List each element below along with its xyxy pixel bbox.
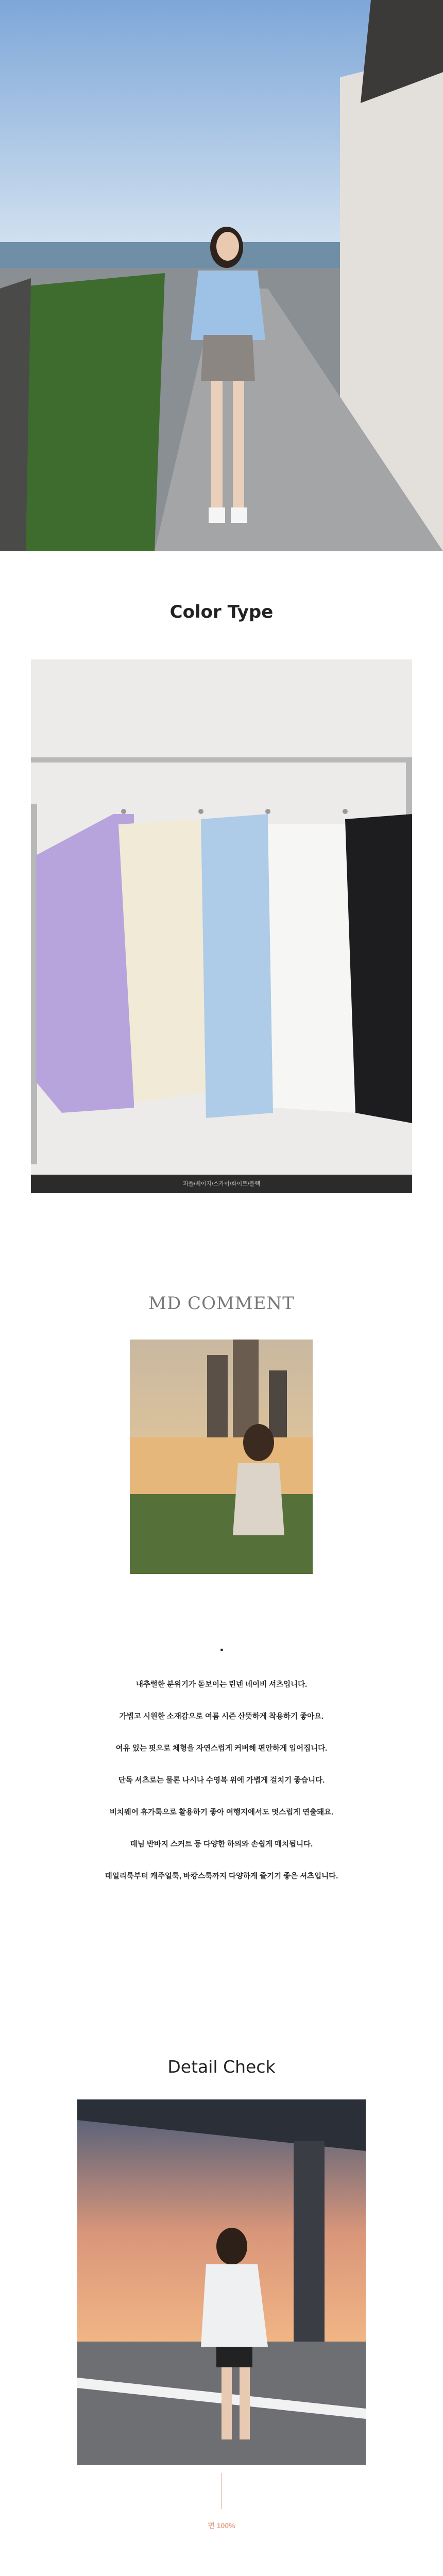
md-comment-line: 내추럴한 분위기가 돋보이는 린넨 네이비 셔츠입니다. [135, 1681, 308, 1689]
md-comment-divider-dot [220, 1649, 223, 1651]
md-comment-line: 가볍고 시원한 소재감으로 여름 시즌 산뜻하게 착용하기 좋아요. [119, 1713, 324, 1721]
detail-check-title: Detail Check [167, 2057, 276, 2077]
detail-check-photo [77, 2099, 366, 2465]
hero-photo [0, 0, 443, 551]
md-comment-line: 여유 있는 핏으로 체형을 자연스럽게 커버해 편안하게 입어집니다. [115, 1744, 328, 1753]
md-comment-line: 단독 셔츠로는 물론 나시나 수영복 위에 가볍게 걸치기 좋습니다. [118, 1776, 325, 1785]
md-comment-title: MD COMMENT [148, 1293, 295, 1314]
fabric-composition: 면 100% [208, 2521, 235, 2530]
md-comment-photo [130, 1340, 313, 1574]
color-type-title: Color Type [169, 602, 274, 622]
color-type-photo [31, 659, 412, 1175]
md-comment-line: 비치웨어 휴가룩으로 활용하기 좋아 여행지에서도 멋스럽게 연출돼요. [109, 1808, 334, 1817]
md-comment-line: 데님 반바지 스커트 등 다양한 하의와 손쉽게 매치됩니다. [130, 1840, 313, 1849]
color-type-caption: 퍼플/베이지/스카이/화이트/블랙 [31, 1175, 412, 1193]
md-comment-line: 데일리룩부터 캐주얼룩, 바캉스룩까지 다양하게 즐기기 좋은 셔츠입니다. [105, 1872, 338, 1880]
fabric-divider-line [221, 2473, 222, 2509]
